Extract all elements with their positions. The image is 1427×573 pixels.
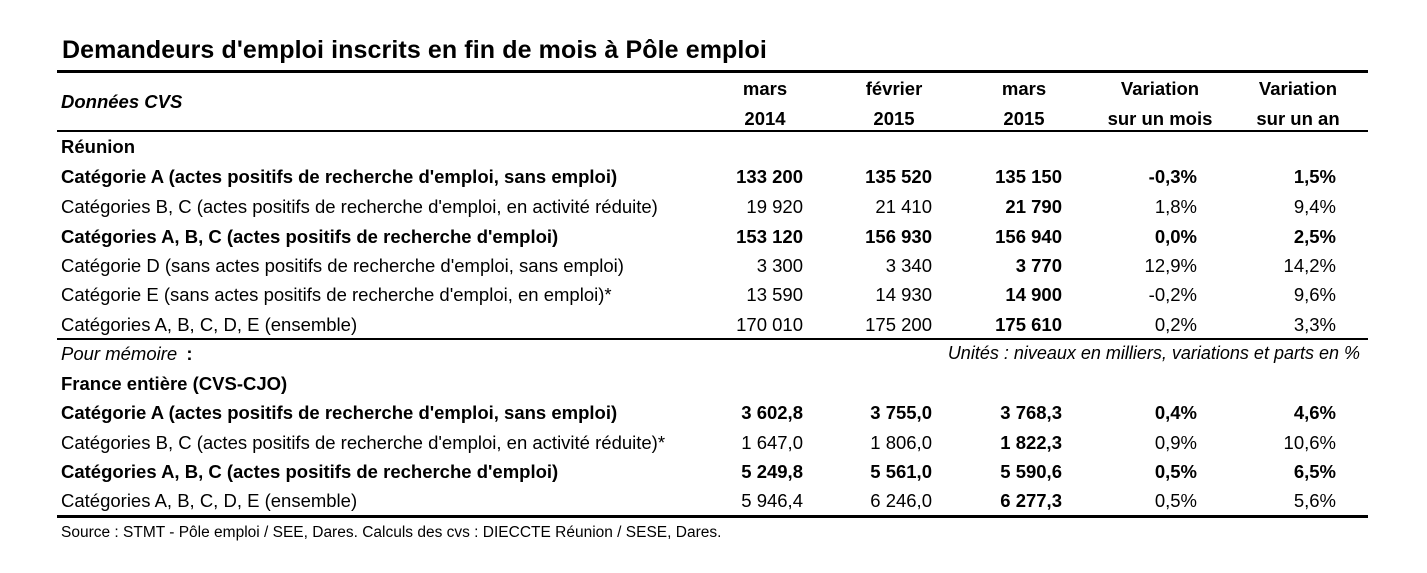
table-cell: 5 590,6 xyxy=(1000,461,1062,482)
table-cell: 3,3% xyxy=(1293,314,1336,335)
section-title-france: France entière (CVS-CJO) xyxy=(61,373,288,394)
table-row-label: Catégorie A (actes positifs de recherche d'emploi, sans emploi) xyxy=(61,402,618,423)
table-cell: 5,6% xyxy=(1293,490,1336,511)
table-cell: 3 768,3 xyxy=(1000,402,1062,423)
table-cell: 0,0% xyxy=(1154,226,1197,247)
table-cell: 1 822,3 xyxy=(1000,432,1062,453)
table-cell: 14,2% xyxy=(1283,255,1336,276)
table-cell: 1,5% xyxy=(1293,166,1336,187)
table-row-label: Catégories A, B, C (actes positifs de recherche d'emploi) xyxy=(61,461,559,482)
table-cell: -0,2% xyxy=(1148,284,1197,305)
table-cell: 3 300 xyxy=(756,255,803,276)
table-cell: 9,6% xyxy=(1293,284,1336,305)
table-cell: 3 770 xyxy=(1015,255,1062,276)
header-col-fevrier-2015: février 2015 xyxy=(865,78,923,129)
table-cell: 12,9% xyxy=(1144,255,1197,276)
section-title-reunion: Réunion xyxy=(61,136,135,157)
table-cell: 133 200 xyxy=(736,166,803,187)
table-cell: 10,6% xyxy=(1283,432,1336,453)
table-cell: 14 900 xyxy=(1005,284,1062,305)
table-cell: 0,5% xyxy=(1154,490,1197,511)
table-cell: 3 340 xyxy=(885,255,932,276)
header-col-variation-mois: Variation sur un mois xyxy=(1107,78,1213,129)
table-cell: 21 410 xyxy=(875,196,932,217)
header-row-label: Données CVS xyxy=(61,91,183,112)
table-cell: 0,4% xyxy=(1154,402,1197,423)
section-rule xyxy=(57,338,1368,340)
units-note: Unités : niveaux en milliers, variations et parts en % xyxy=(947,343,1360,363)
table-row-label: Catégories B, C (actes positifs de recherche d'emploi, en activité réduite) xyxy=(61,196,658,217)
table-cell: 3 602,8 xyxy=(741,402,803,423)
table-cell: 135 150 xyxy=(995,166,1062,187)
table-cell: 170 010 xyxy=(736,314,803,335)
table-cell: 6 277,3 xyxy=(1000,490,1062,511)
table-row-label: Catégorie D (sans actes positifs de recherche d'emploi, sans emploi) xyxy=(61,255,624,276)
table-title: Demandeurs d'emploi inscrits en fin de mois à Pôle emploi xyxy=(62,36,767,64)
memo-label: Pour mémoire : xyxy=(61,343,193,364)
header-col-mars-2014: mars 2014 xyxy=(742,78,788,129)
table-cell: 1,8% xyxy=(1154,196,1197,217)
table-cell: -0,3% xyxy=(1148,166,1197,187)
table-cell: 2,5% xyxy=(1293,226,1336,247)
table-cell: 1 806,0 xyxy=(870,432,932,453)
table-cell: 14 930 xyxy=(875,284,932,305)
table-cell: 19 920 xyxy=(746,196,803,217)
table-cell: 5 249,8 xyxy=(741,461,803,482)
table-cell: 1 647,0 xyxy=(741,432,803,453)
table-cell: 5 946,4 xyxy=(741,490,803,511)
table-cell: 175 200 xyxy=(865,314,932,335)
bottom-rule xyxy=(57,515,1368,518)
table-cell: 5 561,0 xyxy=(870,461,932,482)
table-cell: 0,5% xyxy=(1154,461,1197,482)
table-row-label: Catégories A, B, C, D, E (ensemble) xyxy=(61,314,358,335)
table-row-label: Catégorie A (actes positifs de recherche d'emploi, sans emploi) xyxy=(61,166,618,187)
table-cell: 175 610 xyxy=(995,314,1062,335)
header-rule xyxy=(57,130,1368,132)
table-row-label: Catégories A, B, C (actes positifs de recherche d'emploi) xyxy=(61,226,559,247)
table-cell: 0,2% xyxy=(1154,314,1197,335)
table-cell: 3 755,0 xyxy=(870,402,932,423)
table-cell: 135 520 xyxy=(865,166,932,187)
table-cell: 156 930 xyxy=(865,226,932,247)
table-cell: 153 120 xyxy=(736,226,803,247)
table-cell: 0,9% xyxy=(1154,432,1197,453)
table-row-label: Catégorie E (sans actes positifs de recherche d'emploi, en emploi)* xyxy=(61,284,612,305)
source-note: Source : STMT - Pôle emploi / SEE, Dares. Calculs des cvs : DIECCTE Réunion / SESE, Dares. xyxy=(61,524,722,541)
table-cell: 156 940 xyxy=(995,226,1062,247)
table-cell: 9,4% xyxy=(1293,196,1336,217)
table-cell: 6,5% xyxy=(1293,461,1336,482)
header-col-mars-2015: mars 2015 xyxy=(1001,78,1047,129)
table-cell: 13 590 xyxy=(746,284,803,305)
header-col-variation-an: Variation sur un an xyxy=(1256,78,1340,129)
top-rule xyxy=(57,70,1368,73)
table-cell: 21 790 xyxy=(1005,196,1062,217)
table-cell: 6 246,0 xyxy=(870,490,932,511)
table-cell: 4,6% xyxy=(1293,402,1336,423)
table-row-label: Catégories B, C (actes positifs de recherche d'emploi, en activité réduite)* xyxy=(61,432,666,453)
table-row-label: Catégories A, B, C, D, E (ensemble) xyxy=(61,490,358,511)
